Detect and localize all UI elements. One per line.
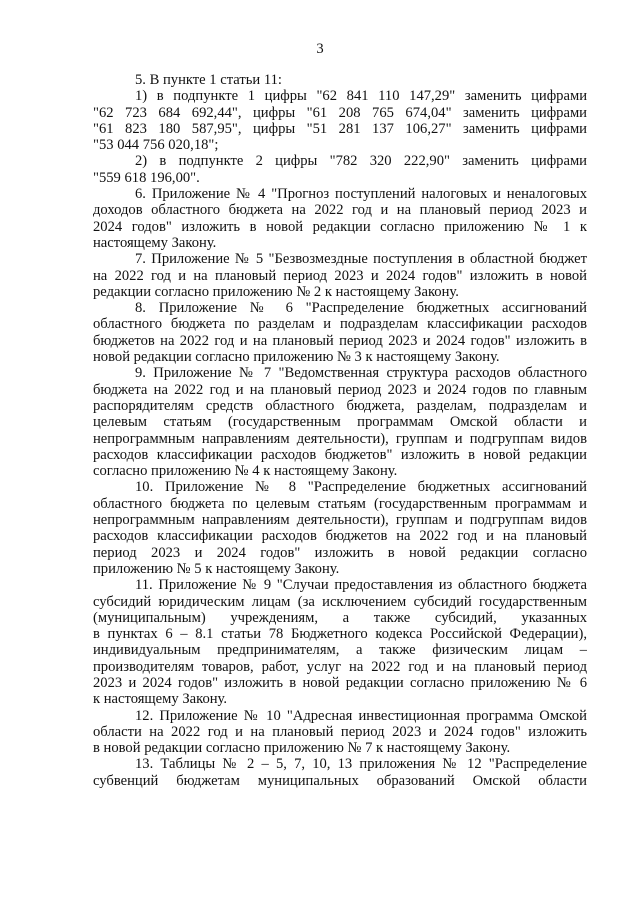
text-line: непрограммным направлениям деятельности), группам и подгруппам видов: [93, 512, 587, 529]
text-line: согласно приложению № 4 к настоящему Закону.: [93, 463, 398, 480]
text-line: 7. Приложение № 5 "Безвозмездные поступления в областной бюджет: [135, 251, 587, 268]
text-line: распорядителям средств областного бюджета, разделам, подразделам и: [93, 397, 587, 414]
text-line: период 2023 и 2024 годов" изложить в новой редакции согласно: [93, 544, 587, 561]
text-line: "61 823 180 587,95", цифры "51 281 137 106,27" заменить цифрами: [93, 120, 587, 137]
page-number: 3: [316, 41, 324, 57]
text-line: к настоящему Закону.: [93, 691, 228, 708]
text-line: областного бюджета по целевым статьям (государственным программам и: [93, 495, 587, 512]
text-line: "62 723 684 692,44", цифры "61 208 765 674,04" заменить цифрами: [93, 104, 587, 121]
text-line: 6. Приложение № 4 "Прогноз поступлений налоговых и неналоговых: [135, 186, 587, 203]
text-line: индивидуальным предпринимателям, а также физическим лицам –: [93, 642, 587, 659]
text-line: в новой редакции согласно приложению № 7 к настоящему Закону.: [93, 740, 511, 757]
text-line: расходов классификации расходов бюджетов" изложить в новой редакции: [93, 446, 587, 463]
text-line: областного бюджета по разделам и подразделам классификации расходов: [93, 316, 587, 333]
text-line: 13. Таблицы № 2 – 5, 7, 10, 13 приложения № 12 "Распределение: [135, 756, 587, 773]
text-line: на 2022 год и на плановый период 2023 и 2024 годов" изложить в новой: [93, 267, 587, 284]
law-text-body: [93, 72, 587, 789]
text-line: 5. В пункте 1 статьи 11:: [135, 72, 282, 88]
text-line: "559 618 196,00".: [93, 169, 200, 186]
text-line: 12. Приложение № 10 "Адресная инвестиционная программа Омской: [135, 707, 587, 724]
text-line: в пунктах 6 – 8.1 статьи 78 Бюджетного кодекса Российской Федерации),: [93, 626, 587, 643]
text-line: приложению № 5 к настоящему Закону.: [93, 560, 340, 577]
text-line: целевым статьям (государственным программам Омской области и: [93, 414, 587, 431]
text-line: настоящему Закону.: [93, 234, 217, 251]
text-line: производителям товаров, работ, услуг на 2022 год и на плановый период: [93, 658, 587, 675]
text-line: 1) в подпункте 1 цифры "62 841 110 147,29" заменить цифрами: [135, 88, 587, 105]
text-line: субсидий юридическим лицам (за исключением субсидий государственным: [93, 593, 587, 610]
text-line: бюджетов на 2022 год и на плановый период 2023 и 2024 годов" изложить в: [93, 332, 587, 349]
text-line: бюджета на 2022 год и на плановый период 2023 и 2024 годов по главным: [93, 381, 587, 398]
text-line: расходов классификации расходов бюджетов на 2022 год и на плановый: [93, 528, 587, 545]
text-line: "53 044 756 020,18";: [93, 137, 219, 154]
text-line: (муниципальным) учреждениям, а также субсидий, указанных: [93, 609, 587, 626]
text-line: области на 2022 год и на плановый период 2023 и 2024 годов" изложить: [93, 723, 587, 740]
text-line: 2) в подпункте 2 цифры "782 320 222,90" заменить цифрами: [135, 153, 587, 170]
text-line: редакции согласно приложению № 2 к настоящему Закону.: [93, 283, 459, 300]
text-line: субвенций бюджетам муниципальных образований Омской области: [93, 772, 587, 789]
text-line: 9. Приложение № 7 "Ведомственная структура расходов областного: [135, 365, 587, 382]
text-line: 8. Приложение № 6 "Распределение бюджетных ассигнований: [135, 300, 587, 317]
text-line: доходов областного бюджета на 2022 год и на плановый период 2023 и: [93, 202, 587, 219]
text-line: 2023 и 2024 годов" изложить в новой редакции согласно приложению № 6: [93, 674, 587, 691]
text-line: непрограммным направлениям деятельности), группам и подгруппам видов: [93, 430, 587, 447]
text-line: новой редакции согласно приложению № 3 к настоящему Закону.: [93, 349, 500, 366]
text-line: 10. Приложение № 8 "Распределение бюджетных ассигнований: [135, 479, 587, 496]
text-line: 11. Приложение № 9 "Случаи предоставления из областного бюджета: [135, 577, 587, 594]
text-line: 2024 годов" изложить в новой редакции согласно приложению № 1 к: [93, 218, 587, 235]
